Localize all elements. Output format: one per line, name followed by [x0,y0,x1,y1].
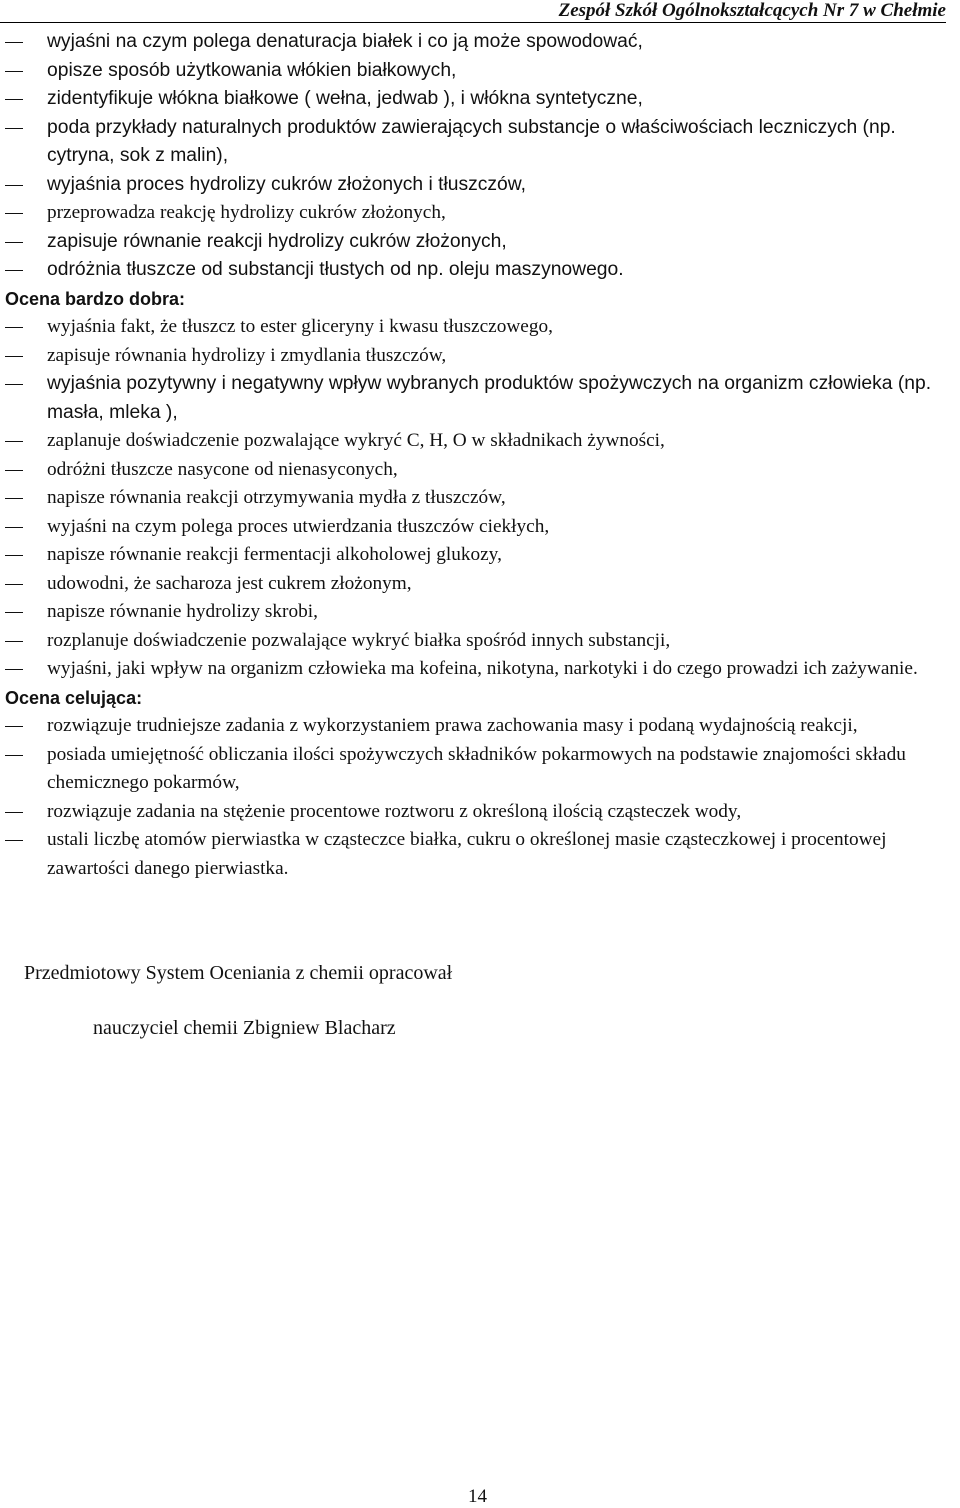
criteria-list-3 [5,712,945,883]
list-item: udowodni, że sacharoza jest cukrem złożonym, [5,570,945,599]
author-note: Przedmiotowy System Oceniania z chemii opracował [24,962,453,984]
list-item: poda przykłady naturalnych produktów zawierających substancje o właściwościach leczniczych (np. cytryna, sok z malin), [5,114,945,171]
section-heading-bardzo-dobra: Ocena bardzo dobra: [5,288,186,309]
page-header: Zespół Szkół Ogólnokształcących Nr 7 w Chełmie [0,0,946,23]
list-item: wyjaśnia fakt, że tłuszcz to ester gliceryny i kwasu tłuszczowego, [5,313,945,342]
list-item: odróżnia tłuszcze od substancji tłustych od np. oleju maszynowego. [5,256,945,285]
list-item: wyjaśnia pozytywny i negatywny wpływ wybranych produktów spożywczych na organizm człowieka (np. masła, mleka ), [5,370,945,427]
list-item: rozwiązuje trudniejsze zadania z wykorzystaniem prawa zachowania masy i podaną wydajnością reakcji, [5,712,945,741]
list-item: zaplanuje doświadczenie pozwalające wykryć C, H, O w składnikach żywności, [5,427,945,456]
page-number: 14 [468,1486,487,1507]
criteria-list-1 [5,28,945,285]
list-item: rozwiązuje zadania na stężenie procentowe roztworu z określoną ilością cząsteczek wody, [5,798,945,827]
list-item: napisze równanie reakcji fermentacji alkoholowej glukozy, [5,541,945,570]
author-name: nauczyciel chemii Zbigniew Blacharz [93,1017,396,1039]
list-item: rozplanuje doświadczenie pozwalające wykryć białka spośród innych substancji, [5,627,945,656]
list-item: wyjaśni na czym polega proces utwierdzania tłuszczów ciekłych, [5,513,945,542]
document-body [5,28,945,883]
list-item: zapisuje równania hydrolizy i zmydlania tłuszczów, [5,342,945,371]
list-item: przeprowadza reakcję hydrolizy cukrów złożonych, [5,199,945,228]
list-item: ustali liczbę atomów pierwiastka w cząsteczce białka, cukru o określonej masie cząsteczkowej i procentowej zawartości danego pierwiastka. [5,826,945,883]
section-heading-celujaca: Ocena celująca: [5,687,143,708]
list-item: napisze równanie hydrolizy skrobi, [5,598,945,627]
list-item: wyjaśnia proces hydrolizy cukrów złożonych i tłuszczów, [5,171,945,200]
list-item: napisze równania reakcji otrzymywania mydła z tłuszczów, [5,484,945,513]
list-item: opisze sposób użytkowania włókien białkowych, [5,57,945,86]
list-item: wyjaśni na czym polega denaturacja białek i co ją może spowodować, [5,28,945,57]
list-item: posiada umiejętność obliczania ilości spożywczych składników pokarmowych na podstawie znajomości składu chemicznego pokarmów, [5,741,945,798]
criteria-list-2 [5,313,945,684]
list-item: wyjaśni, jaki wpływ na organizm człowieka ma kofeina, nikotyna, narkotyki i do czego prowadzi ich zażywanie. [5,655,945,684]
list-item: zidentyfikuje włókna białkowe ( wełna, jedwab ), i włókna syntetyczne, [5,85,945,114]
list-item: zapisuje równanie reakcji hydrolizy cukrów złożonych, [5,228,945,257]
list-item: odróżni tłuszcze nasycone od nienasyconych, [5,456,945,485]
